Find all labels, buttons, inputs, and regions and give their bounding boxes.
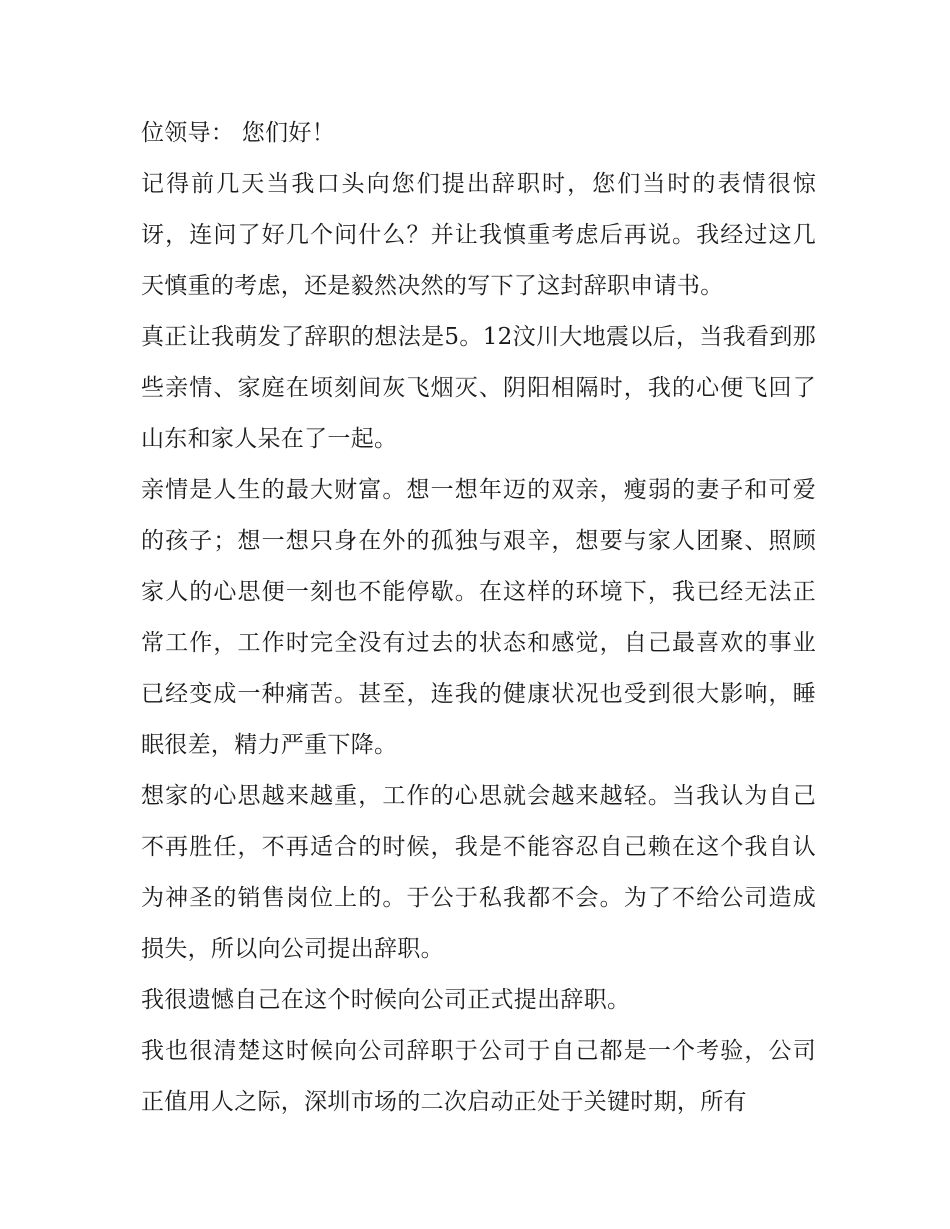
paragraph-regret: 我很遗憾自己在这个时候向公司正式提出辞职。	[141, 987, 631, 1013]
paragraph-homesick: 想家的心思越来越重，工作的心思就会越来越轻。当我认为自己不再胜任，不再适合的时候，我是不能容忍自己赖在这个我自认为神圣的销售岗位上的。于公于私我都不会。为了不给公司造成损失，所以向公司提出辞职。	[141, 783, 816, 962]
greeting-line: 位领导： 您们好！	[141, 120, 336, 146]
paragraph-earthquake-reason: 真正让我萌发了辞职的想法是5。12汶川大地震以后，当我看到那些亲情、家庭在顷刻间灰飞烟灭、阴阳相隔时，我的心便飞回了山东和家人呆在了一起。	[141, 324, 816, 452]
paragraph-family-wealth: 亲情是人生的最大财富。想一想年迈的双亲，瘦弱的妻子和可爱的孩子；想一想只身在外的孤独与艰辛，想要与家人团聚、照顾家人的心思便一刻也不能停歇。在这样的环境下，我已经无法正常工作，工作时完全没有过去的状态和感觉，自己最喜欢的事业已经变成一种痛苦。甚至，连我的健康状况也受到很大影响，睡眠很差，精力严重下降。	[141, 477, 816, 758]
paragraph-resignation-intro: 记得前几天当我口头向您们提出辞职时，您们当时的表情很惊讶，连问了好几个问什么？并让我慎重考虑后再说。我经过这几天慎重的考虑，还是毅然决然的写下了这封辞职申请书。	[141, 171, 816, 299]
letter-body	[141, 108, 816, 1128]
paragraph-company-test: 我也很清楚这时候向公司辞职于公司于自己都是一个考验，公司正值用人之际，深圳市场的二次启动正处于关键时期，所有	[141, 1038, 816, 1115]
